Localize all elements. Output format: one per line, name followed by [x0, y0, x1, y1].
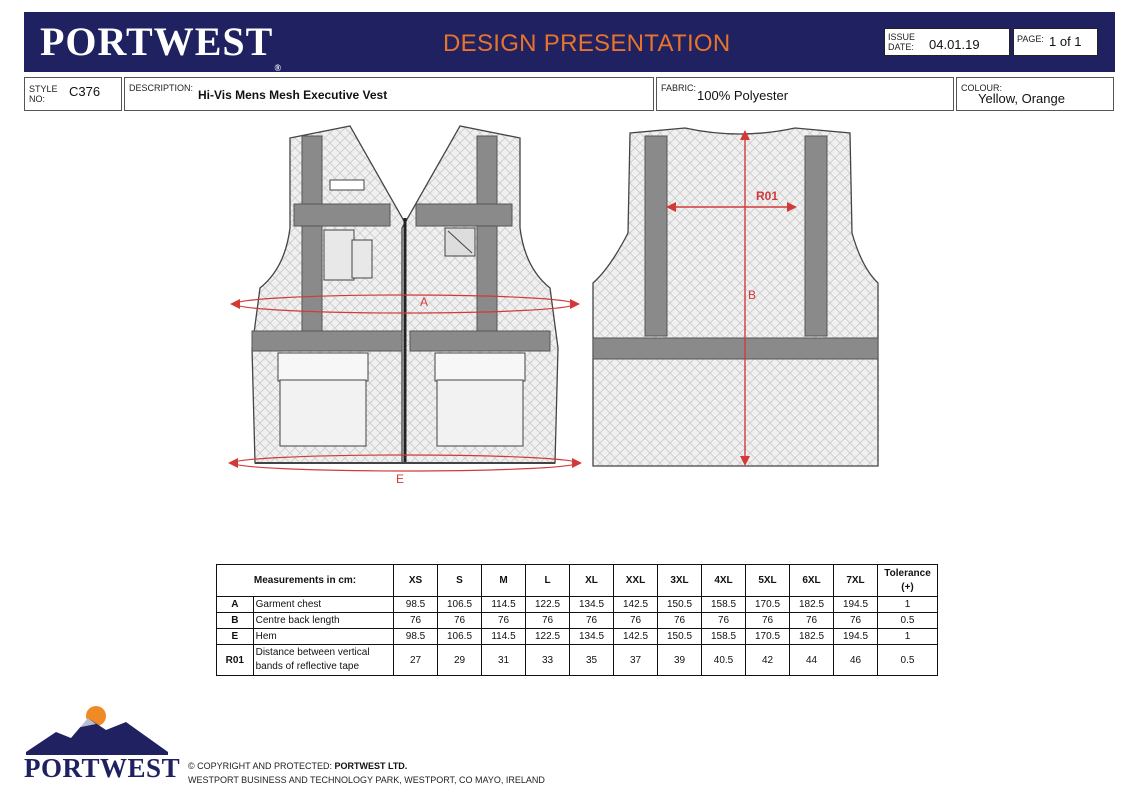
- cell: 31: [482, 645, 526, 676]
- cell: 114.5: [482, 629, 526, 645]
- table-header-row: [217, 565, 938, 597]
- tolerance-cell: 1: [878, 597, 938, 613]
- style-no-value: C376: [69, 84, 101, 99]
- size-header: 5XL: [746, 565, 790, 597]
- measure-r01-label: R01: [756, 189, 779, 203]
- cell: 150.5: [658, 597, 702, 613]
- measure-b-label: B: [748, 288, 757, 302]
- cell: 134.5: [570, 597, 614, 613]
- cell: 76: [658, 613, 702, 629]
- cell: 182.5: [790, 597, 834, 613]
- cell: 44: [790, 645, 834, 676]
- row-description: Hem: [253, 629, 393, 645]
- mountain-logo-icon: [26, 704, 168, 756]
- row-code: B: [217, 613, 254, 629]
- row-code: R01: [217, 645, 254, 676]
- size-header: 4XL: [702, 565, 746, 597]
- size-header: L: [526, 565, 570, 597]
- cell: 35: [570, 645, 614, 676]
- cell: 122.5: [526, 597, 570, 613]
- size-header: S: [438, 565, 482, 597]
- page-title: DESIGN PRESENTATION: [443, 30, 731, 57]
- cell: 182.5: [790, 629, 834, 645]
- measure-e-label: E: [396, 472, 405, 486]
- size-header: 3XL: [658, 565, 702, 597]
- tolerance-cell: 1: [878, 629, 938, 645]
- cell: 158.5: [702, 597, 746, 613]
- cell: 76: [482, 613, 526, 629]
- cell: 39: [658, 645, 702, 676]
- row-code: A: [217, 597, 254, 613]
- table-row: [217, 645, 938, 676]
- cell: 29: [438, 645, 482, 676]
- tolerance-header: Tolerance (+): [878, 565, 938, 597]
- cell: 194.5: [834, 629, 878, 645]
- cell: 150.5: [658, 629, 702, 645]
- cell: 98.5: [394, 597, 438, 613]
- cell: 40.5: [702, 645, 746, 676]
- row-description: Garment chest: [253, 597, 393, 613]
- vest-back-drawing: [590, 118, 882, 470]
- fabric-value: 100% Polyester: [697, 88, 789, 103]
- colour-box: [956, 77, 1114, 111]
- page-box: [1013, 28, 1098, 56]
- size-header: 6XL: [790, 565, 834, 597]
- cell: 170.5: [746, 629, 790, 645]
- description-label: DESCRIPTION:: [129, 83, 194, 93]
- cell: 98.5: [394, 629, 438, 645]
- cell: 46: [834, 645, 878, 676]
- cell: 76: [394, 613, 438, 629]
- cell: 122.5: [526, 629, 570, 645]
- cell: 142.5: [614, 597, 658, 613]
- row-description: Distance between vertical bands of reflective tape: [253, 645, 393, 676]
- cell: 106.5: [438, 629, 482, 645]
- cell: 158.5: [702, 629, 746, 645]
- measure-a-label: A: [420, 295, 429, 309]
- row-code: E: [217, 629, 254, 645]
- table-row: [217, 597, 938, 613]
- size-header: M: [482, 565, 526, 597]
- issue-date-value: 04.01.19: [929, 37, 980, 52]
- size-header: XL: [570, 565, 614, 597]
- size-header: XXL: [614, 565, 658, 597]
- cell: 76: [834, 613, 878, 629]
- footer-brand-logo: PORTWEST: [24, 753, 181, 783]
- issue-date-label: ISSUE DATE:: [888, 32, 916, 52]
- cell: 33: [526, 645, 570, 676]
- style-no-label: STYLE NO:: [29, 84, 58, 104]
- fabric-label: FABRIC:: [661, 83, 697, 93]
- cell: 114.5: [482, 597, 526, 613]
- cell: 134.5: [570, 629, 614, 645]
- cell: 142.5: [614, 629, 658, 645]
- colour-label: COLOUR:: [961, 83, 1003, 93]
- cell: 27: [394, 645, 438, 676]
- cell: 76: [790, 613, 834, 629]
- tolerance-cell: 0.5: [878, 645, 938, 676]
- page-value: 1 of 1: [1049, 34, 1082, 49]
- table-row: [217, 629, 938, 645]
- brand-logo: PORTWEST®: [40, 19, 283, 73]
- fabric-box: [656, 77, 954, 111]
- colour-value: Yellow, Orange: [978, 91, 1065, 106]
- cell: 42: [746, 645, 790, 676]
- issue-date-box: [884, 28, 1010, 56]
- measurements-header: Measurements in cm:: [217, 565, 394, 597]
- copyright-text: © COPYRIGHT AND PROTECTED: PORTWEST LTD. WESTPORT BUSINESS AND TECHNOLOGY PARK, WESTPORT, CO MAYO, IRELAND: [188, 761, 545, 785]
- measurement-table: [216, 564, 938, 676]
- cell: 37: [614, 645, 658, 676]
- vest-front-drawing: [220, 118, 590, 490]
- cell: 76: [526, 613, 570, 629]
- style-no-box: [24, 77, 122, 111]
- cell: 106.5: [438, 597, 482, 613]
- cell: 170.5: [746, 597, 790, 613]
- description-box: [124, 77, 654, 111]
- description-value: Hi-Vis Mens Mesh Executive Vest: [198, 88, 388, 102]
- cell: 76: [746, 613, 790, 629]
- page-label: PAGE:: [1017, 34, 1044, 44]
- cell: 76: [614, 613, 658, 629]
- cell: 194.5: [834, 597, 878, 613]
- cell: 76: [702, 613, 746, 629]
- tolerance-cell: 0.5: [878, 613, 938, 629]
- table-row: [217, 613, 938, 629]
- size-header: XS: [394, 565, 438, 597]
- cell: 76: [438, 613, 482, 629]
- size-header: 7XL: [834, 565, 878, 597]
- cell: 76: [570, 613, 614, 629]
- row-description: Centre back length: [253, 613, 393, 629]
